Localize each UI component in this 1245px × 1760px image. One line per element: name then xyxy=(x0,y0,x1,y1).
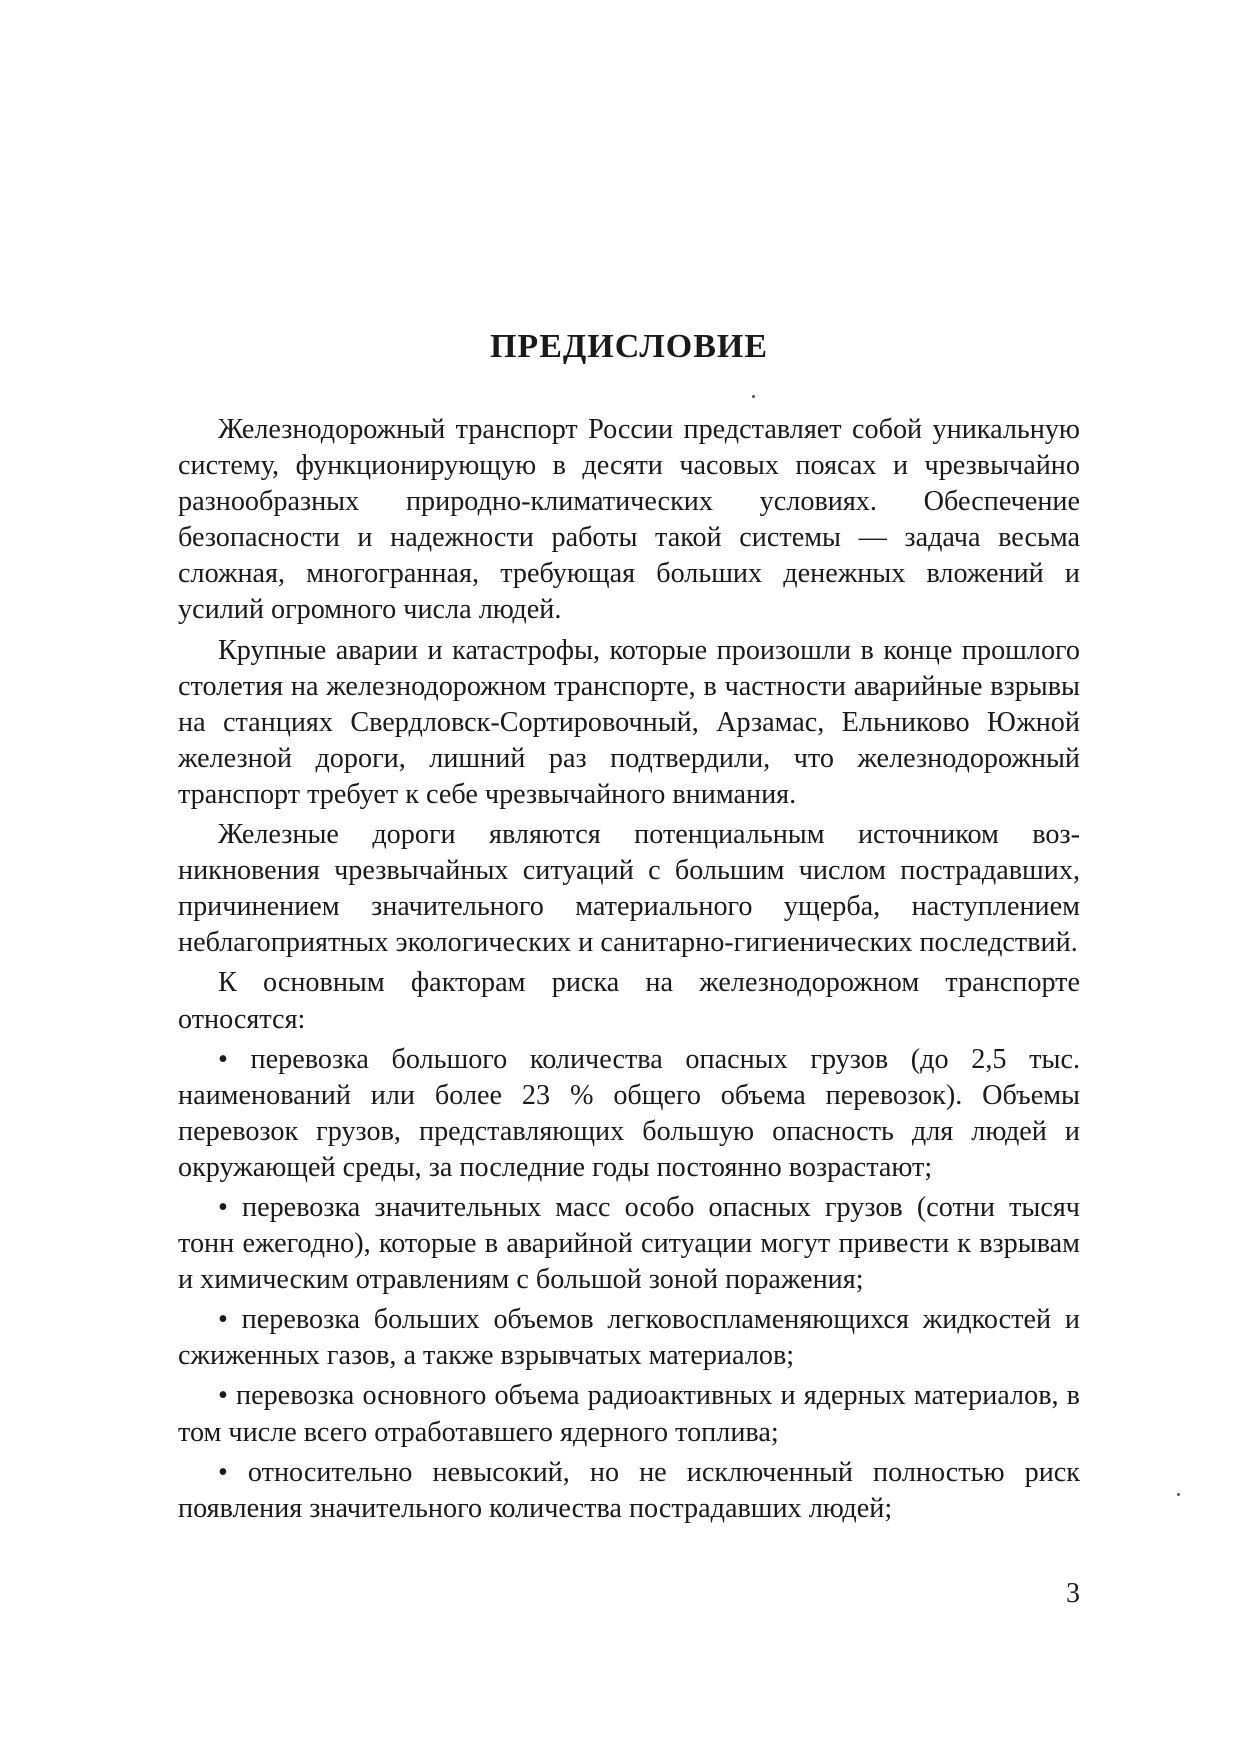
list-item: • перевозка основного объема радиоактивных и ядерных материалов, в том числе всего отработавшего ядерного топлива; xyxy=(178,1380,1080,1448)
list-item: • перевозка больших объемов легковоспламеняющихся жидкостей и сжиженных газов, а также взрывчатых материалов; xyxy=(178,1304,1080,1372)
paragraph: К основным факторам риска на железнодорожном транспорте относятся: xyxy=(178,967,1080,1035)
list-item: • перевозка большого количества опасных грузов (до 2,5 тыс. наименований или более 23 % общего объема перевозок). Объемы перевозок грузов, представляющих большую опасность для людей и окружающей среды, за последние годы постоянно возрастают; xyxy=(178,1043,1080,1183)
paragraph: Железнодорожный транспорт России представляет собой уникальную систему, функционирующую в десяти часовых поясах и чрезвычайно разнообразных природно-климатических условиях. Обеспечение безопасности и надежности работы такой системы — задача весьма сложная, многогранная, требующая больших денежных вложений и усилий огромного числа людей. xyxy=(178,414,1080,626)
body-text xyxy=(178,412,1080,1527)
scan-speck xyxy=(1177,1493,1180,1496)
list-item: • перевозка значительных масс особо опасных грузов (сотни тысяч тонн ежегодно), которые в аварийной ситуации могут привести к взрывам и химическим отравлениям с большой зоной поражения; xyxy=(178,1191,1080,1296)
paragraph: Железные дороги являются потенциальным источником возникновения чрезвычайных ситуаций с большим числом пострадавших, причинением значительного материального ущерба, наступлением неблагоприятных экологических и санитарно-гигиенических последствий. xyxy=(178,819,1080,959)
list-item: • относительно невысокий, но не исключенный полностью риск появления значительного количества пострадавших людей; xyxy=(178,1456,1080,1524)
paragraph: Крупные аварии и катастрофы, которые произошли в конце прошлого столетия на железнодорожном транспорте, в частности аварийные взрывы на станциях Свердловск-Сортировочный, Арзамас, Ельниково Южной железной дороги, лишний раз подтвердили, что железнодорожный транспорт требует к себе чрезвычайного внимания. xyxy=(178,634,1080,810)
page-number: 3 xyxy=(1066,1578,1080,1609)
scan-speck xyxy=(752,395,755,398)
page-title: ПРЕДИСЛОВИЕ xyxy=(489,328,769,365)
document-page xyxy=(178,0,1080,1760)
